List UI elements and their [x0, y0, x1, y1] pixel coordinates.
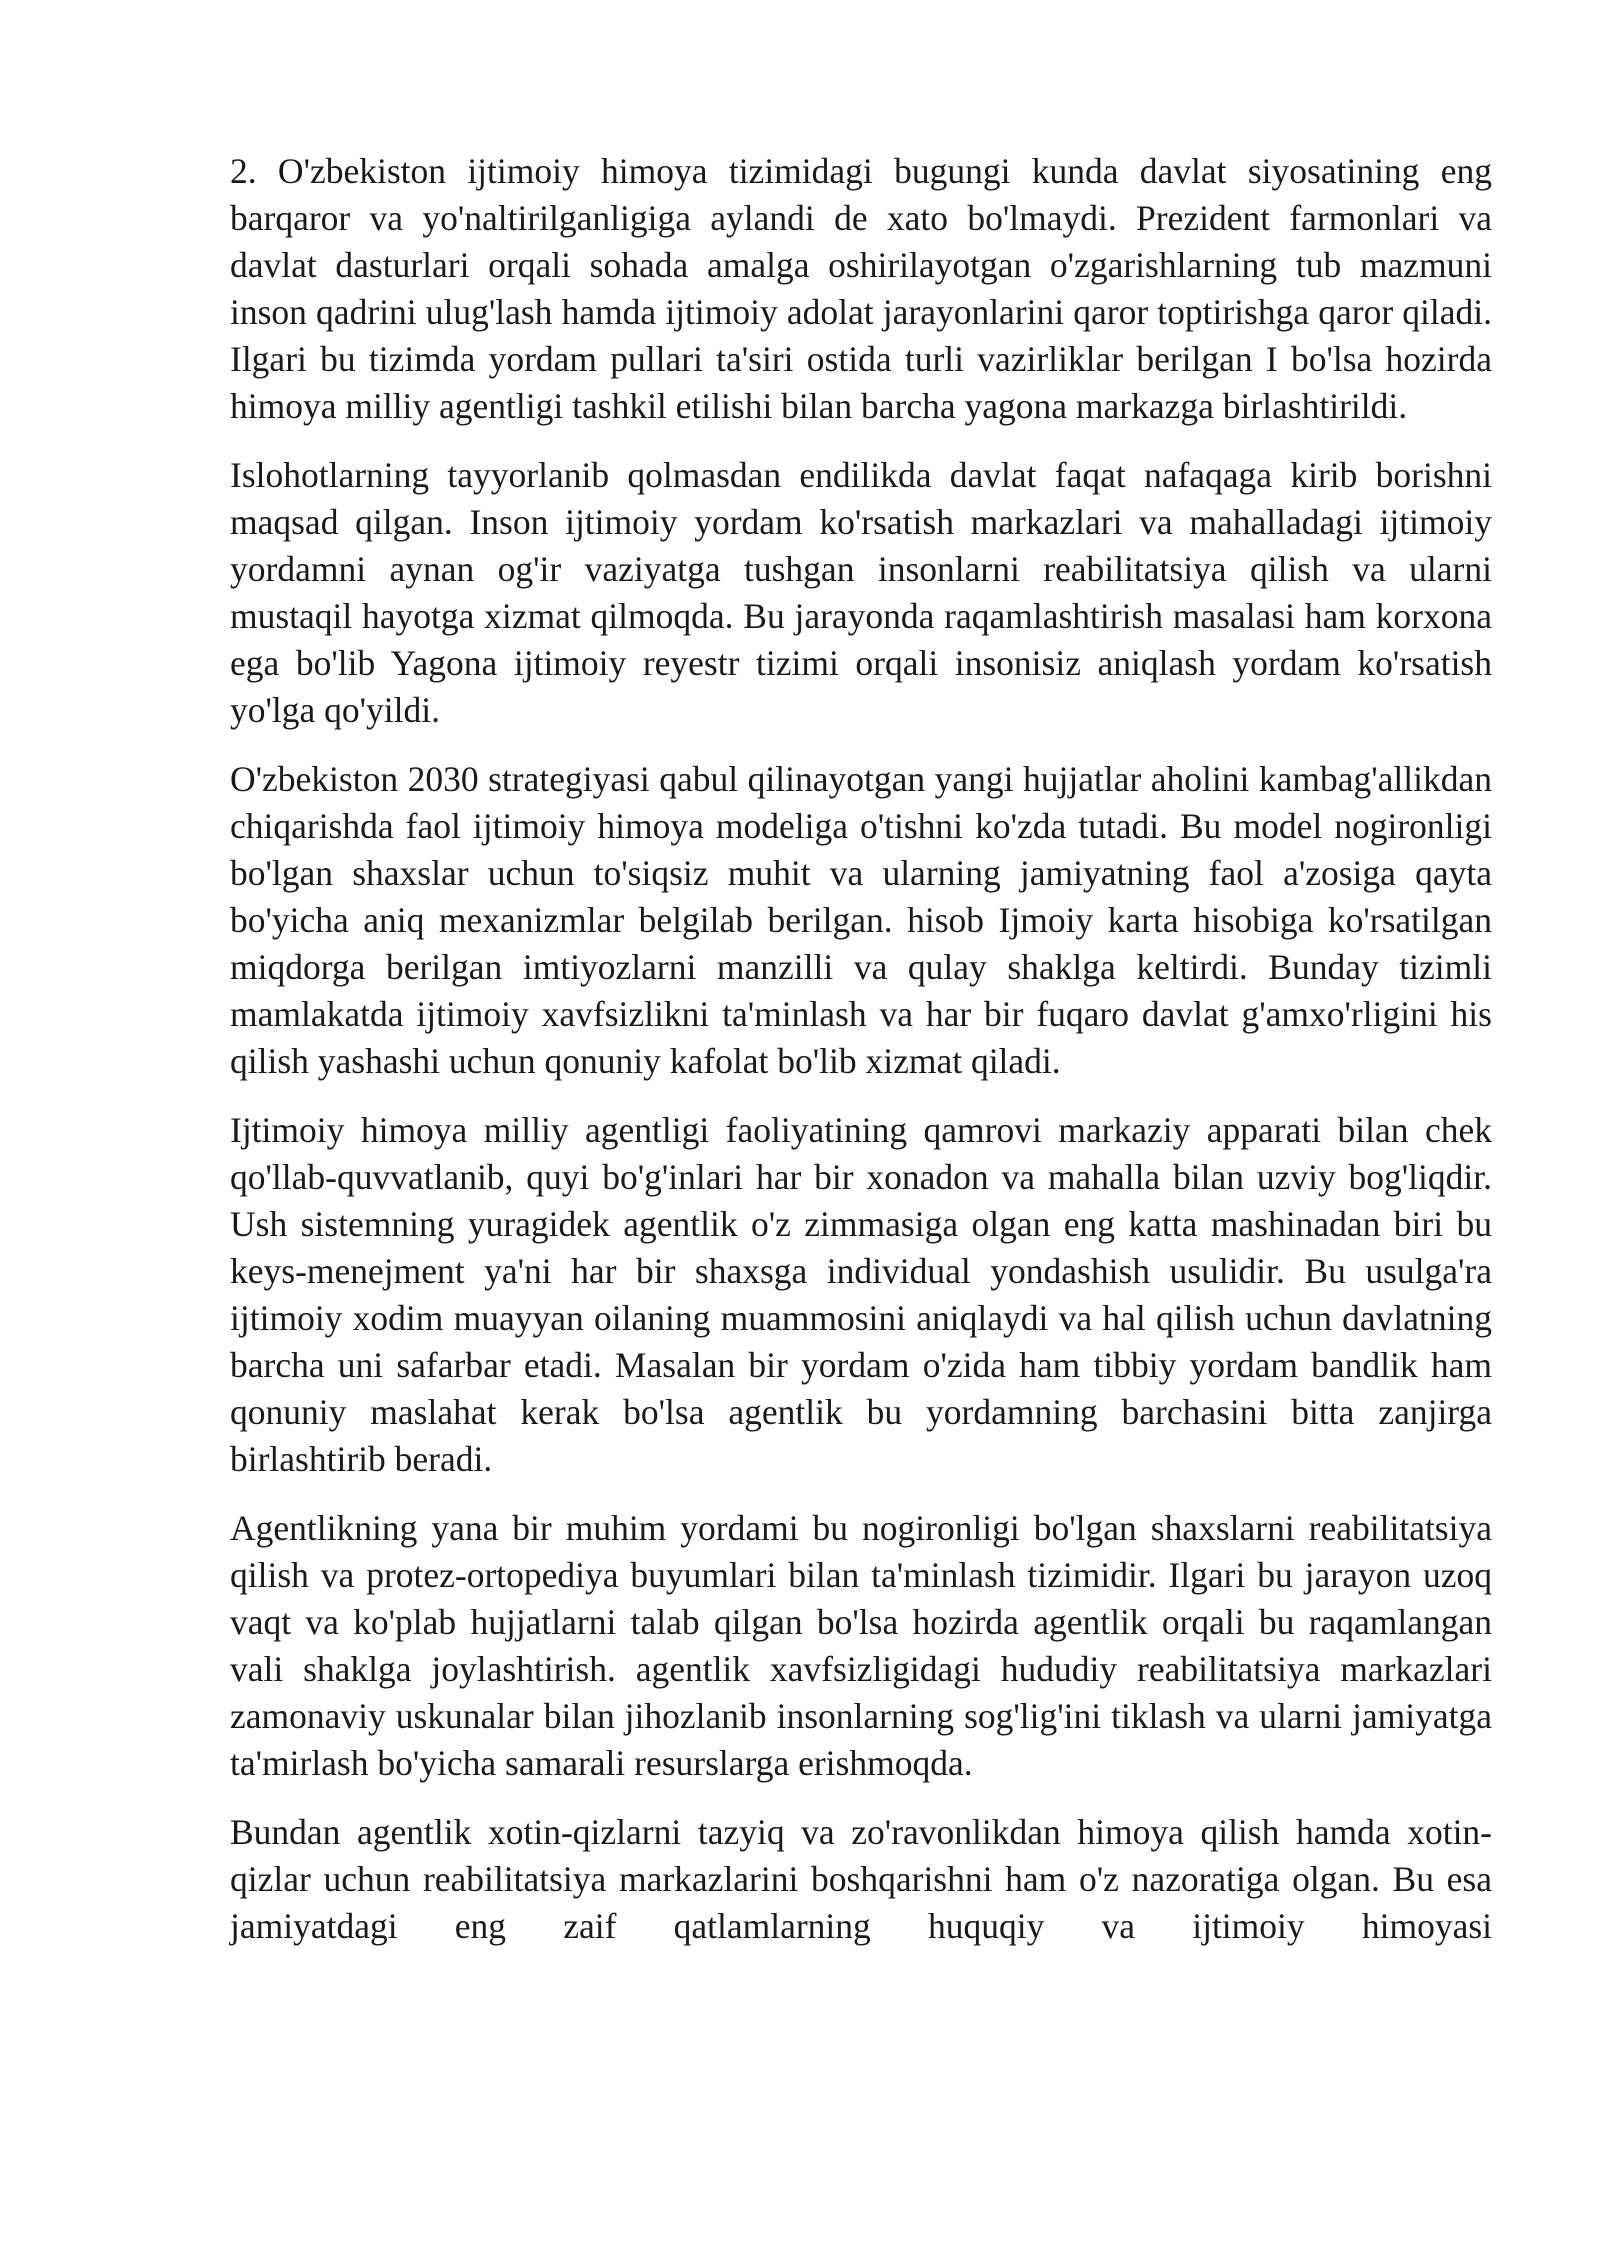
paragraph-2: Islohotlarning tayyorlanib qolmasdan endilikda davlat faqat nafaqaga kirib borishni maqsad qilgan. Inson ijtimoiy yordam ko'rsatish markazlari va mahalladagi ijtimoiy yordamni aynan og'ir vaziyatga tushgan insonlarni reabilitatsiya qilish va ularni mustaqil hayotga xizmat qilmoqda. Bu jarayonda raqamlashtirish masalasi ham korxona ega bo'lib Yagona ijtimoiy reyestr tizimi orqali insonisiz aniqlash yordam ko'rsatish yo'lga qo'yildi. [230, 455, 1492, 730]
paragraph-4: Ijtimoiy himoya milliy agentligi faoliyatining qamrovi markaziy apparati bilan chek qo'llab-quvvatlanib, quyi bo'g'inlari har bir xonadon va mahalla bilan uzviy bog'liqdir. Ush sistemning yuragidek agentlik o'z zimmasiga olgan eng katta mashinadan biri bu keys-menejment ya'ni har bir shaxsga individual yondashish usulidir. Bu usulga'ra ijtimoiy xodim muayyan oilaning muammosini aniqlaydi va hal qilish uchun davlatning barcha uni safarbar etadi. Masalan bir yordam o'zida ham tibbiy yordam bandlik ham qonuniy maslahat kerak bo'lsa agentlik bu yordamning barchasini bitta zanjirga birlashtirib beradi. [230, 1110, 1492, 1479]
paragraph-6: Bundan agentlik xotin-qizlarni tazyiq va zo'ravonlikdan himoya qilish hamda xotin-qizlar uchun reabilitatsiya markazlarini boshqarishni ham o'z nazoratiga olgan. Bu esa jamiyatdagi eng zaif qatlamlarning huquqiy va ijtimoiy himoyasi [230, 1812, 1492, 1946]
document-body [230, 148, 1492, 1950]
paragraph-1: 2. O'zbekiston ijtimoiy himoya tizimidagi bugungi kunda davlat siyosatining eng barqaror va yo'naltirilganligiga aylandi de xato bo'lmaydi. Prezident farmonlari va davlat dasturlari orqali sohada amalga oshirilayotgan o'zgarishlarning tub mazmuni inson qadrini ulug'lash hamda ijtimoiy adolat jarayonlarini qaror toptirishga qaror qiladi. Ilgari bu tizimda yordam pullari ta'siri ostida turli vazirliklar berilgan I bo'lsa hozirda himoya milliy agentligi tashkil etilishi bilan barcha yagona markazga birlashtirildi. [230, 151, 1492, 426]
paragraph-3: O'zbekiston 2030 strategiyasi qabul qilinayotgan yangi hujjatlar aholini kambag'allikdan chiqarishda faol ijtimoiy himoya modeliga o'tishni ko'zda tutadi. Bu model nogironligi bo'lgan shaxslar uchun to'siqsiz muhit va ularning jamiyatning faol a'zosiga qayta bo'yicha aniq mexanizmlar belgilab berilgan. hisob Ijmoiy karta hisobiga ko'rsatilgan miqdorga berilgan imtiyozlarni manzilli va qulay shaklga keltirdi. Bunday tizimli mamlakatda ijtimoiy xavfsizlikni ta'minlash va har bir fuqaro davlat g'amxo'rligini his qilish yashashi uchun qonuniy kafolat bo'lib xizmat qiladi. [230, 759, 1492, 1081]
paragraph-5: Agentlikning yana bir muhim yordami bu nogironligi bo'lgan shaxslarni reabilitatsiya qilish va protez-ortopediya buyumlari bilan ta'minlash tizimidir. Ilgari bu jarayon uzoq vaqt va ko'plab hujjatlarni talab qilgan bo'lsa hozirda agentlik orqali bu raqamlangan vali shaklga joylashtirish. agentlik xavfsizligidagi hududiy reabilitatsiya markazlari zamonaviy uskunalar bilan jihozlanib insonlarning sog'lig'ini tiklash va ularni jamiyatga ta'mirlash bo'yicha samarali resurslarga erishmoqda. [230, 1508, 1492, 1783]
